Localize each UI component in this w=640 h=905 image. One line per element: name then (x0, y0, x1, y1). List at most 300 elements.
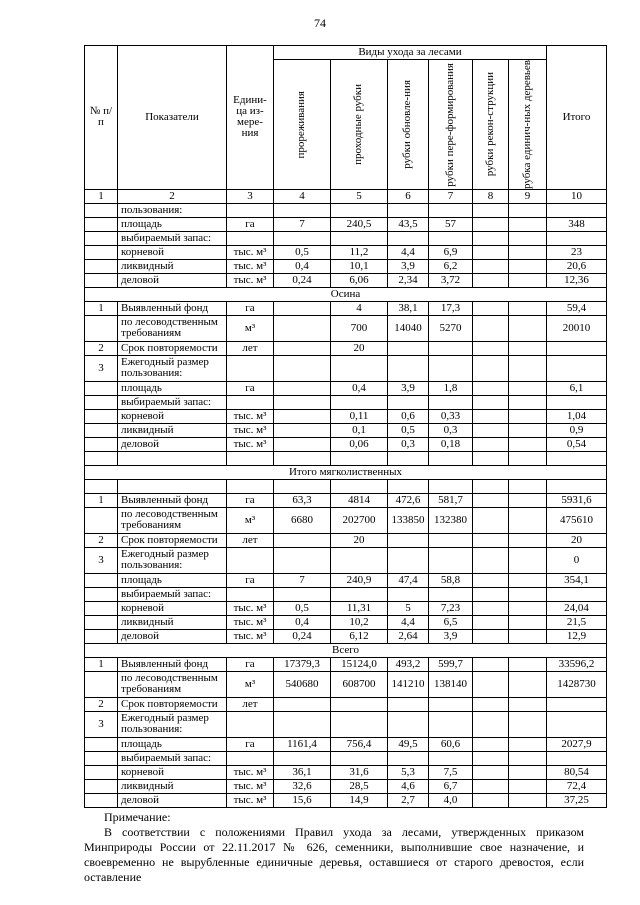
row-value: 6,9 (429, 245, 473, 259)
row-value (509, 381, 547, 395)
row-indicator: Срок повторяемости (118, 533, 227, 547)
row-value: 581,7 (429, 493, 473, 507)
row-unit: тыс. м³ (227, 601, 274, 615)
header-types-group: Виды ухода за лесами (274, 46, 547, 60)
row-value (473, 615, 509, 629)
blank-cell (388, 479, 429, 493)
row-value: 0,11 (331, 409, 388, 423)
blank-cell (429, 451, 473, 465)
row-value: 0,06 (331, 437, 388, 451)
row-indicator: ликвидный (118, 779, 227, 793)
row-total: 0 (547, 547, 607, 573)
header-type-label: рубки пере-формирования (443, 62, 456, 187)
row-indicator: выбираемый запас: (118, 587, 227, 601)
row-unit: тыс. м³ (227, 765, 274, 779)
section-soft (85, 465, 607, 479)
row-value: 17379,3 (274, 657, 331, 671)
row-value (509, 737, 547, 751)
blank-cell (331, 451, 388, 465)
row-value (509, 259, 547, 273)
row-value (509, 245, 547, 259)
row-value: 36,1 (274, 765, 331, 779)
blank-cell (547, 451, 607, 465)
row-total: 2027,9 (547, 737, 607, 751)
row-number (85, 395, 118, 409)
row-total (547, 751, 607, 765)
row-total: 33596,2 (547, 657, 607, 671)
row-unit: лет (227, 533, 274, 547)
row-value (473, 737, 509, 751)
header-total: Итого (547, 46, 607, 190)
row-number (85, 273, 118, 287)
row-value (509, 671, 547, 697)
row-value (509, 301, 547, 315)
row-value (473, 629, 509, 643)
row-number: 3 (85, 711, 118, 737)
row-value (388, 203, 429, 217)
row-value: 472,6 (388, 493, 429, 507)
row-unit: га (227, 301, 274, 315)
row-indicator: Выявленный фонд (118, 493, 227, 507)
row-value (473, 507, 509, 533)
row-value: 15,6 (274, 793, 331, 807)
row-unit: тыс. м³ (227, 793, 274, 807)
row-number: 1 (85, 493, 118, 507)
row-value: 0,3 (388, 437, 429, 451)
row-number: 3 (85, 355, 118, 381)
table-row (85, 711, 607, 737)
row-number: 2 (85, 341, 118, 355)
row-value (509, 587, 547, 601)
table-row (85, 615, 607, 629)
row-value (274, 315, 331, 341)
row-total (547, 395, 607, 409)
column-number: 5 (331, 189, 388, 203)
row-number: 1 (85, 657, 118, 671)
row-value: 3,9 (388, 381, 429, 395)
row-number (85, 409, 118, 423)
table-row (85, 437, 607, 451)
header-type-label: рубка единич-ных деревьев (520, 60, 533, 189)
row-unit (227, 547, 274, 573)
header-type-label: проходные рубки (352, 84, 365, 165)
header-type-1 (274, 60, 331, 190)
table-row (85, 341, 607, 355)
row-value: 7 (274, 217, 331, 231)
row-value (388, 751, 429, 765)
row-value: 0,4 (331, 381, 388, 395)
row-unit: лет (227, 697, 274, 711)
row-value: 756,4 (331, 737, 388, 751)
row-value: 599,7 (429, 657, 473, 671)
row-value: 11,2 (331, 245, 388, 259)
row-value (388, 231, 429, 245)
row-number (85, 629, 118, 643)
row-number (85, 737, 118, 751)
row-indicator: деловой (118, 273, 227, 287)
row-value (429, 231, 473, 245)
row-total (547, 231, 607, 245)
row-value: 0,24 (274, 273, 331, 287)
row-value (429, 203, 473, 217)
row-value (388, 533, 429, 547)
row-indicator: выбираемый запас: (118, 395, 227, 409)
row-value: 17,3 (429, 301, 473, 315)
row-number (85, 615, 118, 629)
row-unit: м³ (227, 671, 274, 697)
row-number (85, 245, 118, 259)
header-type-2 (331, 60, 388, 190)
row-value (509, 711, 547, 737)
header-indicators: Показатели (118, 46, 227, 190)
row-indicator: Выявленный фонд (118, 301, 227, 315)
table-row (85, 601, 607, 615)
row-value: 47,4 (388, 573, 429, 587)
row-value: 10,1 (331, 259, 388, 273)
row-number (85, 779, 118, 793)
row-indicator: Срок повторяемости (118, 341, 227, 355)
row-value (473, 259, 509, 273)
table-row (85, 587, 607, 601)
row-number (85, 381, 118, 395)
row-value (509, 657, 547, 671)
table-row (85, 423, 607, 437)
row-value (473, 231, 509, 245)
row-value (274, 423, 331, 437)
row-value (473, 711, 509, 737)
blank-cell (547, 479, 607, 493)
row-value (509, 779, 547, 793)
row-value: 20 (331, 341, 388, 355)
note-text: В соответствии с положениями Правил ухода за лесами, утвержденных приказом Минприроды России от 22.11.2017 № 626, семенники, выполнившие свое назначение, и своевременно не вырубленные единичные деревья, оставшиеся от старого древостоя, если оставление (84, 825, 584, 884)
table-row (85, 395, 607, 409)
row-value (473, 779, 509, 793)
row-indicator: площадь (118, 737, 227, 751)
row-value: 6,12 (331, 629, 388, 643)
row-total: 1428730 (547, 671, 607, 697)
row-value (509, 751, 547, 765)
row-total: 354,1 (547, 573, 607, 587)
row-value: 6,2 (429, 259, 473, 273)
row-number (85, 217, 118, 231)
row-value: 0,3 (429, 423, 473, 437)
blank-cell (274, 479, 331, 493)
row-value: 6680 (274, 507, 331, 533)
blank-cell (509, 479, 547, 493)
row-value (429, 711, 473, 737)
header-type-label: прореживания (295, 90, 308, 159)
table-row (85, 697, 607, 711)
table-row (85, 217, 607, 231)
row-value (509, 315, 547, 341)
row-value (429, 697, 473, 711)
column-number: 10 (547, 189, 607, 203)
row-value (509, 341, 547, 355)
blank-cell (473, 479, 509, 493)
column-number: 7 (429, 189, 473, 203)
row-value: 240,9 (331, 573, 388, 587)
row-value (473, 671, 509, 697)
row-total: 20,6 (547, 259, 607, 273)
row-total: 20010 (547, 315, 607, 341)
row-value: 6,5 (429, 615, 473, 629)
row-value (388, 355, 429, 381)
row-number (85, 671, 118, 697)
header-type-label: рубки обновле-ния (401, 80, 414, 169)
row-value (509, 203, 547, 217)
row-value: 11,31 (331, 601, 388, 615)
row-value (274, 533, 331, 547)
row-number (85, 231, 118, 245)
blank-cell (429, 479, 473, 493)
section-osina-label: Осина (85, 287, 607, 301)
row-total: 20 (547, 533, 607, 547)
row-value: 28,5 (331, 779, 388, 793)
row-unit (227, 751, 274, 765)
row-indicator: Ежегодный размер пользования: (118, 711, 227, 737)
row-value: 5270 (429, 315, 473, 341)
row-unit: га (227, 737, 274, 751)
row-value (473, 601, 509, 615)
row-value (429, 751, 473, 765)
table-row (85, 301, 607, 315)
row-value (473, 437, 509, 451)
note-title: Примечание: (104, 810, 171, 824)
table-row (85, 355, 607, 381)
row-value: 133850 (388, 507, 429, 533)
blank-cell (227, 479, 274, 493)
row-value: 4 (331, 301, 388, 315)
row-total: 80,54 (547, 765, 607, 779)
row-unit: тыс. м³ (227, 409, 274, 423)
blank-cell (509, 451, 547, 465)
row-value: 4,6 (388, 779, 429, 793)
row-indicator: корневой (118, 601, 227, 615)
header-type-4 (429, 60, 473, 190)
row-indicator: корневой (118, 245, 227, 259)
row-value: 63,3 (274, 493, 331, 507)
blank-cell (473, 451, 509, 465)
header-num: № п/п (85, 46, 118, 190)
row-value (274, 301, 331, 315)
row-unit: лет (227, 341, 274, 355)
row-value (429, 533, 473, 547)
blank-cell (118, 479, 227, 493)
row-value (473, 381, 509, 395)
row-value: 32,6 (274, 779, 331, 793)
row-value: 5 (388, 601, 429, 615)
row-unit: тыс. м³ (227, 779, 274, 793)
row-value (509, 409, 547, 423)
row-number (85, 601, 118, 615)
row-value: 15124,0 (331, 657, 388, 671)
row-value (274, 547, 331, 573)
row-value: 240,5 (331, 217, 388, 231)
row-value (509, 217, 547, 231)
row-indicator: площадь (118, 573, 227, 587)
row-total: 0,9 (547, 423, 607, 437)
row-value (509, 423, 547, 437)
blank-cell (118, 451, 227, 465)
row-value (429, 341, 473, 355)
blank-cell (274, 451, 331, 465)
row-unit: га (227, 657, 274, 671)
row-number (85, 315, 118, 341)
row-value: 6,06 (331, 273, 388, 287)
column-number: 8 (473, 189, 509, 203)
row-unit: га (227, 217, 274, 231)
row-unit (227, 355, 274, 381)
row-value (509, 793, 547, 807)
row-number (85, 259, 118, 273)
table-row (85, 381, 607, 395)
table-row (85, 493, 607, 507)
row-value (509, 573, 547, 587)
row-unit: тыс. м³ (227, 615, 274, 629)
row-value: 700 (331, 315, 388, 341)
table-row (85, 793, 607, 807)
row-value (331, 231, 388, 245)
row-value (274, 711, 331, 737)
row-indicator: выбираемый запас: (118, 751, 227, 765)
table-row (85, 751, 607, 765)
row-value (274, 751, 331, 765)
header-unit: Едини-ца из-мере-ния (227, 46, 274, 190)
row-value (473, 203, 509, 217)
row-total: 72,4 (547, 779, 607, 793)
row-total (547, 355, 607, 381)
row-number (85, 437, 118, 451)
row-value: 608700 (331, 671, 388, 697)
row-value (274, 381, 331, 395)
row-value: 0,24 (274, 629, 331, 643)
row-number (85, 765, 118, 779)
row-unit: га (227, 493, 274, 507)
row-value (388, 395, 429, 409)
section-soft-label: Итого мягколиственных (85, 465, 607, 479)
row-value (473, 245, 509, 259)
row-value: 202700 (331, 507, 388, 533)
row-value: 7 (274, 573, 331, 587)
row-value: 138140 (429, 671, 473, 697)
row-total: 475610 (547, 507, 607, 533)
row-value (473, 409, 509, 423)
header-type-5 (473, 60, 509, 190)
row-number (85, 423, 118, 437)
row-value: 132380 (429, 507, 473, 533)
row-value (473, 547, 509, 573)
row-value: 2,64 (388, 629, 429, 643)
row-value: 14,9 (331, 793, 388, 807)
row-value (473, 395, 509, 409)
row-value: 31,6 (331, 765, 388, 779)
row-value (429, 355, 473, 381)
row-value (274, 587, 331, 601)
table-row (85, 245, 607, 259)
row-indicator: выбираемый запас: (118, 231, 227, 245)
table-row (85, 547, 607, 573)
row-value: 540680 (274, 671, 331, 697)
row-total (547, 587, 607, 601)
row-value (509, 697, 547, 711)
row-value (274, 437, 331, 451)
row-value: 0,5 (274, 601, 331, 615)
row-value (388, 697, 429, 711)
page-number: 74 (314, 16, 326, 30)
row-total: 23 (547, 245, 607, 259)
row-indicator: ликвидный (118, 259, 227, 273)
row-value (274, 395, 331, 409)
row-value (274, 341, 331, 355)
row-value: 0,4 (274, 259, 331, 273)
table-row (85, 779, 607, 793)
row-value (429, 395, 473, 409)
row-indicator: пользования: (118, 203, 227, 217)
row-number (85, 507, 118, 533)
row-indicator: ликвидный (118, 615, 227, 629)
row-total (547, 697, 607, 711)
row-value: 1161,4 (274, 737, 331, 751)
row-indicator: Срок повторяемости (118, 697, 227, 711)
row-total: 12,36 (547, 273, 607, 287)
row-unit (227, 711, 274, 737)
table-row (85, 231, 607, 245)
column-number: 3 (227, 189, 274, 203)
row-total (547, 711, 607, 737)
row-value (331, 547, 388, 573)
header-type-6 (509, 60, 547, 190)
row-total: 21,5 (547, 615, 607, 629)
table-row (85, 259, 607, 273)
row-value: 43,5 (388, 217, 429, 231)
row-value (509, 629, 547, 643)
row-value (509, 395, 547, 409)
row-value: 7,5 (429, 765, 473, 779)
row-value (509, 273, 547, 287)
section-osina (85, 287, 607, 301)
row-value: 2,7 (388, 793, 429, 807)
table-row (85, 507, 607, 533)
row-value (274, 409, 331, 423)
row-total: 1,04 (547, 409, 607, 423)
row-total: 6,1 (547, 381, 607, 395)
row-value (473, 273, 509, 287)
row-value: 3,72 (429, 273, 473, 287)
row-value (473, 587, 509, 601)
row-value: 0,5 (274, 245, 331, 259)
row-value (331, 395, 388, 409)
row-value (274, 697, 331, 711)
row-value (509, 765, 547, 779)
row-unit: тыс. м³ (227, 437, 274, 451)
row-value: 1,8 (429, 381, 473, 395)
row-total: 59,4 (547, 301, 607, 315)
row-value: 58,8 (429, 573, 473, 587)
row-value (509, 355, 547, 381)
row-value (473, 793, 509, 807)
row-number: 2 (85, 697, 118, 711)
row-number (85, 751, 118, 765)
section-all-label: Всего (85, 643, 607, 657)
row-value (473, 217, 509, 231)
row-value: 3,9 (388, 259, 429, 273)
row-unit: га (227, 573, 274, 587)
row-value: 0,1 (331, 423, 388, 437)
table-row (85, 629, 607, 643)
row-number: 2 (85, 533, 118, 547)
row-unit: тыс. м³ (227, 245, 274, 259)
row-value (331, 711, 388, 737)
